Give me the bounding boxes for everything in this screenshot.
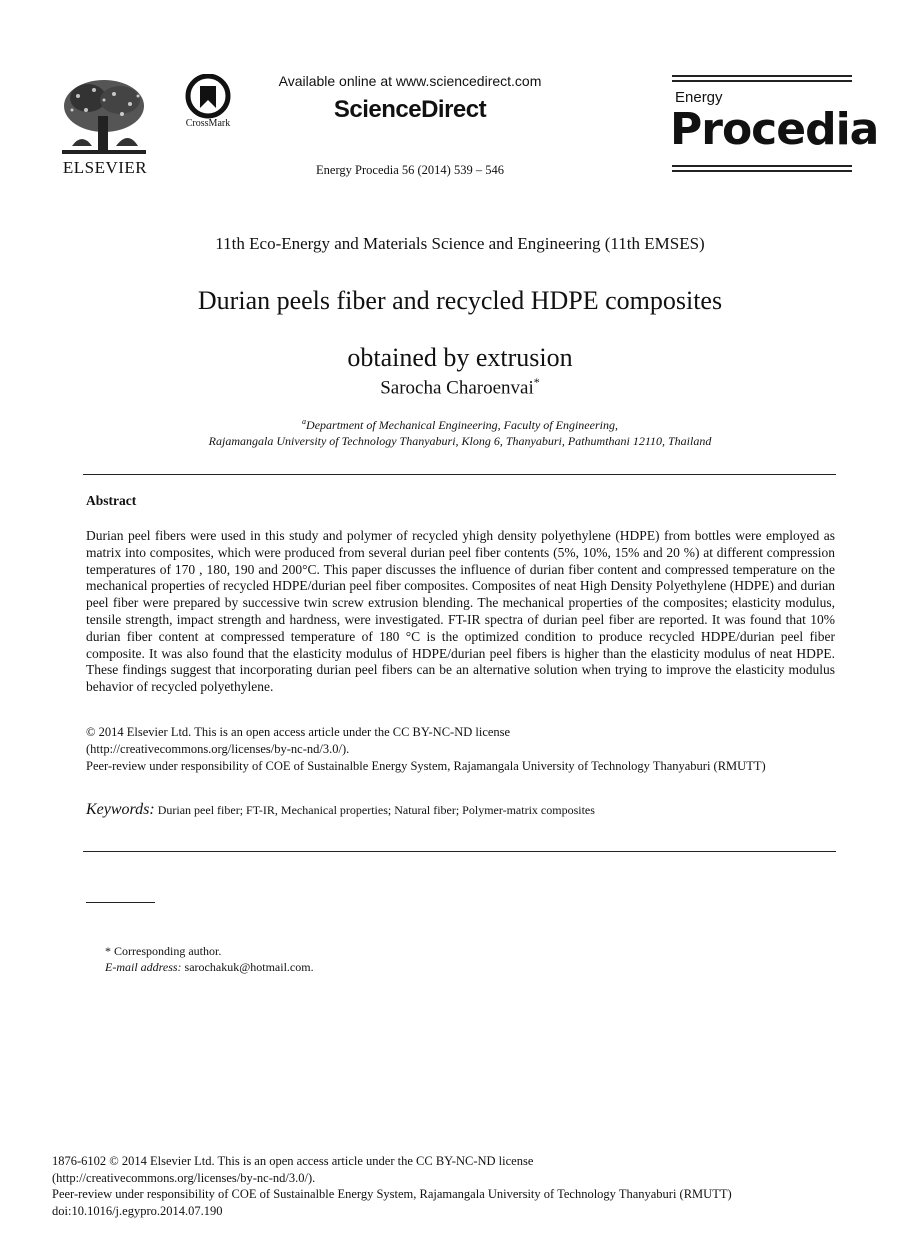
journal-citation: Energy Procedia 56 (2014) 539 – 546 (316, 163, 504, 177)
abstract-heading: Abstract (86, 493, 137, 508)
license-block (86, 724, 846, 775)
top-divider (83, 474, 836, 475)
keywords-text: Durian peel fiber; FT-IR, Mechanical properties; Natural fiber; Polymer-matrix composites (157, 803, 595, 817)
paper-title-line1: Durian peels fiber and recycled HDPE composites (197, 286, 723, 315)
paper-title (60, 272, 860, 386)
author-footnote-mark: * (533, 375, 540, 389)
footnote (105, 943, 314, 975)
affiliation (60, 414, 860, 449)
author-name (60, 375, 860, 399)
abstract-body: Durian peel fibers were used in this study and polymer of recycled yhigh density polyethylene (HDPE) from bottles were employed as matrix into composites, which were produced from several durian peel fiber contents (5%, 10%, 15% and 20 %) at different compression temperatures of 170 , 180, 190 and 200°C. This paper discusses the influence of durian fiber content and compressed temperature on the mechanical properties of recycled HDPE/durian peel fiber composites. Composites of neat High Density Polyethylene (HDPE) and durian peel fiber were prepared by successive twin screw extrusion blending. The mechanical properties of the composites; elasticity modulus, tensile strength, impact strength and hardness, were investigated. FT-IR spectra of durian peel fiber are reported. It was found that 10% durian fiber content at compressed temperature of 180 °C is the optimized condition to produce recycled HDPE/durian peel fiber composite. It was also found that the elasticity modulus of HDPE/durian peel fibers is higher than the elasticity modulus of neat HDPE. These findings suggest that incorporating durian peel fibers can be an alternative solution when trying to improve the elasticity modulus behavior of recycled polyethylene. (86, 528, 835, 695)
email-label: E-mail address: (105, 960, 182, 974)
license-peer-review: Peer-review under responsibility of COE of Sustainalble Energy System, Rajamangala University of Technology Thanyaburi (RMUTT) (86, 759, 766, 773)
bottom-divider (83, 851, 836, 852)
conference-name: 11th Eco-Energy and Materials Science and Engineering (11th EMSES) (215, 234, 705, 253)
elsevier-wordmark: ELSEVIER (62, 158, 148, 177)
footer-issn-license: 1876-6102 © 2014 Elsevier Ltd. This is an open access article under the CC BY-NC-ND license (52, 1154, 534, 1168)
journal-logo-energy: Energy (675, 89, 723, 106)
footnote-rule (86, 902, 155, 903)
journal-logo-procedia: Procedia (670, 104, 879, 155)
available-online-text[interactable]: Available online at www.sciencedirect.com (278, 73, 542, 89)
page-footer (52, 1153, 872, 1219)
email-address[interactable]: sarochakuk@hotmail.com. (184, 960, 314, 974)
corresponding-author: * Corresponding author. (105, 944, 222, 958)
license-link[interactable]: (http://creativecommons.org/licenses/by-nc-nd/3.0/). (86, 742, 350, 756)
journal-logo-top-rules (672, 75, 852, 85)
keywords-label: Keywords: (86, 801, 155, 818)
crossmark-label: CrossMark (185, 118, 231, 129)
sciencedirect-wordmark: ScienceDirect (333, 96, 487, 123)
footer-doi[interactable]: doi:10.1016/j.egypro.2014.07.190 (52, 1203, 223, 1218)
footer-peer-review: Peer-review under responsibility of COE of Sustainalble Energy System, Rajamangala University of Technology Thanyaburi (RMUTT) (52, 1187, 732, 1201)
footer-license-link[interactable]: (http://creativecommons.org/licenses/by-nc-nd/3.0/). (52, 1170, 316, 1185)
affiliation-line2: Rajamangala University of Technology Thanyaburi, Klong 6, Thanyaburi, Pathumthani 12110, Thailand (208, 434, 712, 448)
affiliation-line1: Department of Mechanical Engineering, Faculty of Engineering, (306, 418, 618, 432)
paper-title-line2: obtained by extrusion (347, 343, 573, 372)
keywords (86, 801, 846, 819)
author-name-text: Sarocha Charoenvai (380, 377, 534, 399)
journal-logo-bottom-rules (672, 165, 852, 175)
affiliation-mark: a (302, 417, 307, 426)
license-line1: © 2014 Elsevier Ltd. This is an open access article under the CC BY-NC-ND license (86, 725, 511, 739)
